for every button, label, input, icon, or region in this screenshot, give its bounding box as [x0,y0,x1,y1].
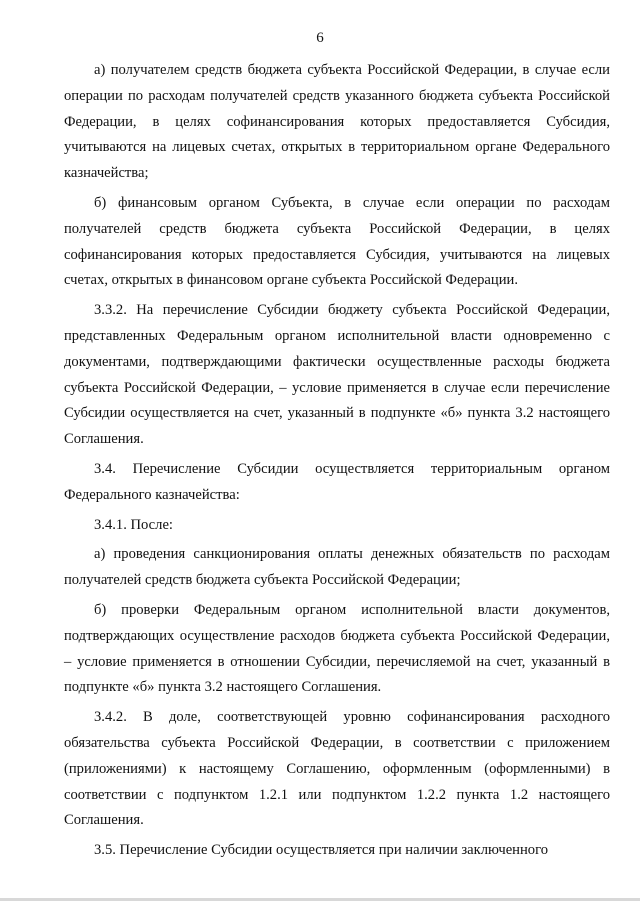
paragraph-3-4: 3.4. Перечисление Субсидии осуществляется территориальным органом Федерального казначейства: [64,460,610,503]
paragraph-3-4-1-a: а) проведения санкционирования оплаты денежных обязательств по расходам получателей средств бюджета субъекта Российской Федерации; [64,546,610,589]
paragraph-3-4-1: 3.4.1. После: [94,516,173,533]
document-body [64,58,610,864]
paragraph-3-5: 3.5. Перечисление Субсидии осуществляется при наличии заключенного [94,842,549,859]
paragraph-3-3-2: 3.3.2. На перечисление Субсидии бюджету субъекта Российской Федерации, представленных Федеральным органом исполнительной власти одновременно с документами, подтверждающими фактически осуществленные расходы бюджета субъекта Российской Федерации, – условие применяется в случае если перечисление Субсидии осуществляется на счет, указанный в подпункте «б» пункта 3.2 настоящего Соглашения. [64,302,610,448]
paragraph-3-3-1-b: б) финансовым органом Субъекта, в случае если операции по расходам получателей средств бюджета субъекта Российской Федерации, в целях софинансирования которых предоставляется Субсидия, учитываются на лицевых счетах, открытых в финансовом органе субъекта Российской Федерации. [64,194,610,289]
page-number: 6 [316,30,324,46]
paragraph-3-4-2: 3.4.2. В доле, соответствующей уровню софинансирования расходного обязательства субъекта Российской Федерации, в соответствии с приложением (приложениями) к настоящему Соглашению, оформленным (оформленными) в соответствии с подпунктом 1.2.1 или подпунктом 1.2.2 пункта 1.2 настоящего Соглашения. [64,709,610,829]
paragraph-3-4-1-b: б) проверки Федеральным органом исполнительной власти документов, подтверждающих осуществление расходов бюджета субъекта Российской Федерации, – условие применяется в отношении Субсидии, перечисляемой на счет, указанный в подпункте «б» пункта 3.2 настоящего Соглашения. [64,601,610,696]
paragraph-3-3-1-a: а) получателем средств бюджета субъекта Российской Федерации, в случае если операции по расходам получателей средств указанного бюджета субъекта Российской Федерации, в целях софинансирования которых предоставляется Субсидия, учитываются на лицевых счетах, открытых в территориальном органе Федерального казначейства; [64,62,610,182]
